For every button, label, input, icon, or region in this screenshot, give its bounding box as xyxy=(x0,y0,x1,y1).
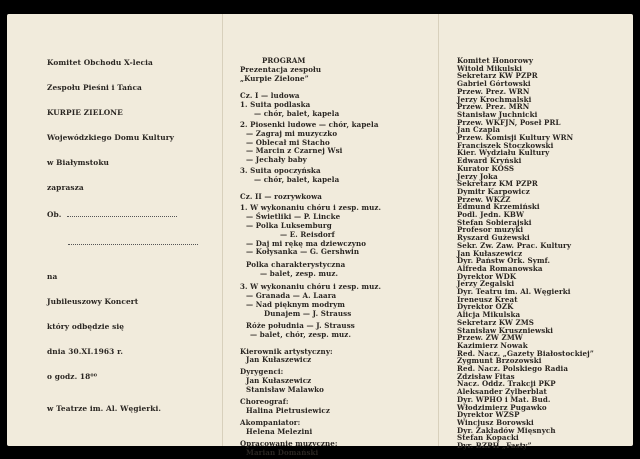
guest-dotted-line-2 xyxy=(62,238,198,247)
venue-line: w Teatrze im. Al. Węgierki. xyxy=(47,404,162,413)
program-line: — chór, balet, kapela xyxy=(254,175,340,185)
committee-line: Jan Kułaszewicz xyxy=(457,248,523,258)
program-line: — Nad pięknym modrym xyxy=(246,299,345,309)
program-line: 3. Suita opoczyńska xyxy=(240,166,321,176)
committee-line: Nacz. Oddz. Trakcji PKP xyxy=(457,379,556,389)
committee-line: Kier. Wydziału Kultury xyxy=(457,148,550,158)
committee-line: Profesor muzyki xyxy=(457,225,524,235)
committee-line: Wincjusz Borowski xyxy=(457,417,534,427)
program-line: Dyrygenci: xyxy=(240,367,284,377)
committee-line: Podl. Jedn. KBW xyxy=(457,210,525,219)
program-panel xyxy=(240,14,430,457)
program-line: Róże południa — J. Strauss xyxy=(246,320,355,330)
committee-line: Sekr. Zw. Zaw. Prac. Kultury xyxy=(457,240,572,250)
committee-line: Dymitr Karpowicz xyxy=(457,186,530,196)
program-line: 1. Suita podlaska xyxy=(240,99,311,109)
org-line: Zespołu Pieśni i Tańca xyxy=(47,83,142,92)
committee-line: Witold Mikulski xyxy=(457,63,523,73)
fold-line xyxy=(222,14,223,446)
program-line: Cz. I — ludowa xyxy=(240,91,300,100)
committee-line: Dyrektor WDK xyxy=(457,271,517,281)
committee-line: Kazimierz Nowak xyxy=(457,340,528,350)
committee-line: Dyrektor OZK xyxy=(457,302,514,312)
program-line: — balet, chór, zesp. muz. xyxy=(250,329,352,339)
committee-line: Edmund Krzemiński xyxy=(457,202,540,212)
committee-panel xyxy=(457,14,627,450)
committee-line: Dyr. Zakładów Mięsnych xyxy=(457,425,556,435)
program-line: Opracowanie muzyczne: xyxy=(240,438,338,448)
invites-line: zaprasza xyxy=(47,183,84,192)
committee-line: Sekretarz KW PZPR xyxy=(457,71,538,81)
committee-line: Przew. Komisji Kultury WRN xyxy=(457,133,574,142)
committee-line: Dyr. BZPH „Fasty” xyxy=(457,441,532,450)
guest-dotted-line xyxy=(67,210,177,217)
program-line: Halina Pietrusiewicz xyxy=(246,405,330,415)
na-line: na xyxy=(47,272,58,281)
program-line: 1. W wykonaniu chóru i zesp. muz. xyxy=(240,202,382,212)
fold-line xyxy=(438,14,439,446)
program-line: — Oblecał mi Stacho xyxy=(246,137,330,147)
which-line: który odbędzie się xyxy=(47,322,125,331)
committee-line: Jerzy Zegalski xyxy=(457,279,515,289)
program-line: Jan Kułaszewicz xyxy=(246,355,312,365)
committee-line: Zygmunt Brzozowski xyxy=(457,356,542,366)
program-line: — chór, balet, kapela xyxy=(254,108,340,118)
committee-line: Dyr. WPHO i Mat. Bud. xyxy=(457,394,551,404)
program-line: — E. Reisdorf xyxy=(280,229,335,239)
committee-line: Aleksander Zylberblat xyxy=(457,387,547,397)
committee-line: Ireneusz Kreat xyxy=(457,294,518,304)
org-line: Wojewódzkiego Domu Kultury xyxy=(47,133,175,142)
committee-line: Przew. Prez. WRN xyxy=(457,86,530,96)
program-line: 3. W wykonaniu chóru i zesp. muz. xyxy=(240,282,382,292)
program-line: — Zagraj mi muzyczko xyxy=(246,128,338,138)
date-line: dnia 30.XI.1963 r. xyxy=(47,347,124,356)
committee-line: Dyr. Teatru im. Al. Węgierki xyxy=(457,287,571,296)
committee-line: Kurator KOSS xyxy=(457,163,515,173)
program-line: — Świetliki — P. Lincke xyxy=(246,211,341,221)
city-line: w Białymstoku xyxy=(47,158,110,167)
committee-line: Jerzy Krochmalski xyxy=(457,94,532,104)
time-line: o godz. 18⁰⁰ xyxy=(47,372,98,381)
program-intro: „Kurpie Zielone” xyxy=(240,74,309,83)
program-title: PROGRAM xyxy=(262,56,306,65)
committee-line: Przew. ZW ZMW xyxy=(457,333,523,343)
invitation-sheet xyxy=(7,14,633,457)
guest-label: Ob. xyxy=(47,210,62,219)
program-line: — Jechały baby xyxy=(246,155,307,165)
program-intro: Prezentacja zespołu xyxy=(240,65,322,74)
committee-line: Dyr. Państw Ork. Symf. xyxy=(457,256,551,266)
program-line: — Kołysanka — G. Gershwin xyxy=(246,247,360,257)
program-line: Stanisław Malawko xyxy=(246,385,324,395)
committee-line: Przew. WKFJN, Poseł PRL xyxy=(457,117,561,127)
committee-line: Edward Kryński xyxy=(457,156,522,166)
committee-line: Stanisław Juchnicki xyxy=(457,109,538,119)
committee-line: Przew. WKZZ xyxy=(457,194,511,204)
program-line: 2. Piosenki ludowe — chór, kapela xyxy=(240,119,379,129)
committee-line: Przew. Prez. MRN xyxy=(457,102,530,112)
committee-line: Red. Nacz. „Gazety Białostockiej” xyxy=(457,348,594,358)
committee-line: Alicja Mikulska xyxy=(457,310,521,320)
committee-line: Red. Nacz. Polskiego Radia xyxy=(457,364,569,373)
program-line: Dunajem — J. Strauss xyxy=(264,308,352,318)
program-line: — Daj mi rękę ma dziewczyno xyxy=(246,238,367,248)
committee-line: Jan Czapla xyxy=(457,125,501,135)
committee-line: Włodzimierz Pugawko xyxy=(457,402,547,412)
program-line: — Granada — A. Laara xyxy=(246,291,337,300)
committee-line: Stefan Kopacki xyxy=(457,433,519,443)
committee-line: Gabriel Górtowski xyxy=(457,79,531,89)
program-line: — balet, zesp. muz. xyxy=(260,269,339,279)
program-line: Marian Domański xyxy=(246,447,319,457)
org-line: Komitet Obchodu X-lecia xyxy=(47,58,153,67)
program-line: Kierownik artystyczny: xyxy=(240,346,333,356)
program-line: Choreograf: xyxy=(240,397,289,406)
committee-line: Dyrektor WZSP xyxy=(457,410,520,420)
committee-line: Franciszek Stoczkowski xyxy=(457,140,554,150)
committee-line: Sekretarz KW ZMS xyxy=(457,317,535,327)
committee-line: Ryszard Gużewski xyxy=(457,233,530,243)
program-line: Jan Kułaszewicz xyxy=(246,376,312,386)
committee-line: Komitet Honorowy xyxy=(457,56,534,65)
program-line: Polka charakterystyczna xyxy=(246,260,346,270)
committee-line: Alfreda Romanowska xyxy=(457,263,543,273)
committee-line: Zdzisław Fitas xyxy=(457,371,515,381)
program-line: Helena Melezini xyxy=(246,426,313,436)
program-line: — Polka Luksemburg xyxy=(246,220,332,230)
guest-line xyxy=(47,210,177,219)
program-line: — Marcin z Czarnej Wsi xyxy=(246,146,343,156)
ensemble-name: KURPIE ZIELONE xyxy=(47,108,123,117)
program-line: Cz. II — rozrywkowa xyxy=(240,192,322,201)
committee-line: Stefan Sobierajski xyxy=(457,217,532,227)
committee-line: Stanisław Kruszniewski xyxy=(457,325,554,335)
program-line: Akompaniator: xyxy=(240,417,301,427)
committee-line: Sekretarz KM PZPR xyxy=(457,179,538,189)
invitation-panel xyxy=(47,14,217,446)
concert-line: Jubileuszowy Koncert xyxy=(47,297,139,306)
committee-line: Jerzy Joka xyxy=(457,171,498,181)
